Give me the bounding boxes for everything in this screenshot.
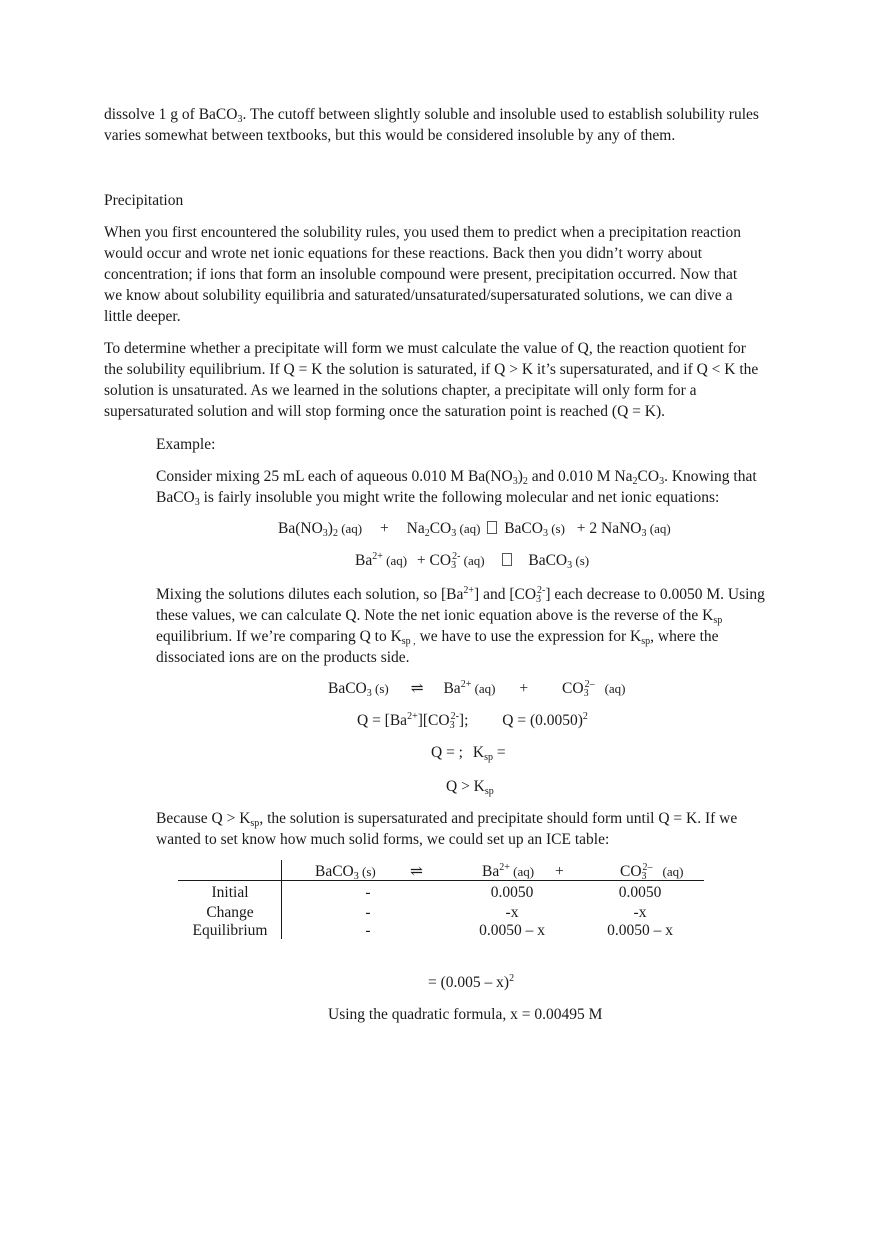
text-fragment: (s) bbox=[358, 864, 376, 879]
text-fragment: (aq) bbox=[382, 553, 408, 568]
text-fragment: Because Q > K bbox=[156, 810, 251, 827]
text-fragment: (s) bbox=[547, 521, 565, 536]
text-fragment: 2 bbox=[632, 476, 638, 487]
ice-header-co3 bbox=[620, 861, 683, 882]
text-fragment: ] and [CO bbox=[474, 586, 537, 603]
example-label: Example: bbox=[156, 436, 216, 453]
text-fragment: and 0.010 M Na bbox=[527, 468, 633, 485]
ice-cell-solid: - bbox=[365, 922, 371, 939]
text-fragment: BaCO bbox=[504, 520, 543, 537]
q-greater-than-ksp bbox=[446, 776, 494, 797]
ice-row-label: Initial bbox=[211, 884, 249, 901]
text-fragment: dissociated ions are on the products side. bbox=[156, 649, 410, 666]
text-fragment: sp bbox=[484, 752, 493, 763]
text-fragment: 2 bbox=[424, 528, 430, 539]
ice-header-ba bbox=[482, 861, 534, 882]
text-fragment: equilibrium. If we’re comparing Q to K bbox=[156, 628, 402, 645]
text-fragment: (aq) bbox=[646, 521, 671, 536]
text-fragment: 3 bbox=[641, 871, 647, 882]
text-fragment: BaCO bbox=[328, 680, 367, 697]
text-fragment: ) bbox=[517, 468, 523, 485]
ice-cell-co3: 0.0050 – x bbox=[607, 922, 673, 939]
text-fragment: 2- bbox=[537, 585, 546, 596]
text-fragment: 3 bbox=[194, 497, 200, 508]
ice-header-solid bbox=[315, 861, 376, 882]
text-fragment: 3 bbox=[659, 476, 665, 487]
text-fragment: 3 bbox=[567, 560, 573, 571]
text-fragment: = bbox=[492, 744, 506, 761]
text-fragment: sp bbox=[484, 786, 494, 797]
text-fragment: CO bbox=[429, 520, 452, 537]
text-fragment: + bbox=[380, 520, 389, 537]
text-fragment: wanted to set know how much solid forms, we could set up an ICE table: bbox=[156, 831, 610, 848]
text-fragment: (aq) bbox=[337, 521, 363, 536]
text-fragment: Ba bbox=[443, 680, 461, 697]
text-fragment: Na bbox=[406, 520, 425, 537]
ice-table-row-divider bbox=[281, 860, 282, 939]
text-fragment: 3 bbox=[322, 528, 328, 539]
text-fragment: (aq) bbox=[662, 864, 684, 879]
text-fragment: , the solution is supersaturated and precipitate should form until Q = K. If we bbox=[259, 810, 738, 827]
text-fragment: 2+ bbox=[499, 862, 510, 873]
equilibrium-arrow-icon: ⇌ bbox=[410, 680, 424, 697]
equilibrium-arrow-icon: ⇌ bbox=[410, 863, 423, 880]
ice-cell-ba: 0.0050 bbox=[490, 884, 534, 901]
paragraph-reaction-quotient: To determine whether a precipitate will form we must calculate the value of Q, the reaction quotient for the solubility equilibrium. If Q = K the solution is saturated, if Q > K it’s supersaturated, and if Q < K the solution is unsaturated. As we learned in the solutions chapter, a precipitate will only form for a supersaturated solution and will stop forming once the saturation point is reached (Q = K). bbox=[104, 340, 759, 420]
intro-paragraph: dissolve 1 g of BaCO$_3$. The cutoff between slightly soluble and insoluble used to establish solubility rules varies somewhat between textbooks, but this would be considered insoluble by any of them. bbox=[104, 106, 759, 144]
text-fragment: ) bbox=[327, 520, 333, 537]
ice-cell-co3: 0.0050 bbox=[618, 884, 662, 901]
ice-row-label: Change bbox=[206, 904, 254, 921]
text-fragment: Ba bbox=[355, 552, 373, 569]
text-fragment: 2- bbox=[450, 711, 459, 722]
final-expression bbox=[428, 972, 514, 993]
text-fragment: 3 bbox=[451, 560, 457, 571]
text-fragment: (aq) bbox=[604, 681, 626, 696]
text-fragment: (s) bbox=[572, 553, 590, 568]
text-fragment: 3 bbox=[449, 720, 455, 731]
ice-cell-solid: - bbox=[365, 904, 371, 921]
text-fragment: 2+ bbox=[463, 585, 475, 596]
text-fragment: Mixing the solutions dilutes each solution, so [Ba bbox=[156, 586, 464, 603]
q-ksp-values bbox=[431, 742, 506, 763]
example-mixing-paragraph bbox=[156, 466, 786, 508]
text-fragment: (aq) bbox=[460, 553, 485, 568]
molecular-equation bbox=[278, 518, 671, 539]
text-fragment: 2 bbox=[509, 973, 515, 984]
supersaturated-paragraph bbox=[156, 808, 786, 850]
text-fragment: 3 bbox=[542, 528, 548, 539]
text-fragment: (aq) bbox=[456, 521, 481, 536]
text-fragment: 3 bbox=[366, 688, 372, 699]
text-fragment: 2 bbox=[522, 476, 528, 487]
text-fragment: 3 bbox=[641, 528, 647, 539]
text-fragment: Ba(NO bbox=[278, 520, 323, 537]
text-fragment: + 2 NaNO bbox=[576, 520, 642, 537]
text-fragment: ][CO bbox=[417, 712, 450, 729]
text-fragment: Consider mixing 25 mL each of aqueous 0.010 M Ba(NO bbox=[156, 468, 513, 485]
text-fragment: Q > K bbox=[446, 778, 485, 795]
text-fragment: 2 bbox=[582, 711, 588, 722]
reaction-arrow-icon bbox=[502, 553, 512, 566]
quadratic-result: Using the quadratic formula, x = 0.00495 M bbox=[328, 1006, 603, 1023]
text-fragment: 3 bbox=[353, 871, 359, 882]
text-fragment: K bbox=[472, 744, 485, 761]
text-fragment: 2– bbox=[642, 862, 653, 873]
text-fragment: 3 bbox=[583, 688, 589, 699]
text-fragment: ]; bbox=[458, 712, 469, 729]
text-fragment: Q = (0.0050) bbox=[502, 712, 583, 729]
text-fragment: 2+ bbox=[460, 679, 472, 690]
paragraph-solubility-rules: When you first encountered the solubility rules, you used them to predict when a precipitation reaction would occur and wrote net ionic equations for these reactions. Back then you didn’t worry about concentration; if ions that form an insoluble compound were present, precipitation occurred. Now that we know about solubility equilibria and saturated/unsaturated/supersaturated solutions, we can dive a little deeper. bbox=[104, 224, 742, 325]
text-fragment: 2– bbox=[584, 679, 595, 690]
section-heading: Precipitation bbox=[104, 192, 184, 209]
ice-cell-ba: 0.0050 – x bbox=[479, 922, 545, 939]
text-fragment: ] each decrease to 0.0050 M. Using bbox=[545, 586, 765, 603]
ice-cell-co3: -x bbox=[633, 904, 647, 921]
text-fragment: + CO bbox=[416, 552, 452, 569]
reaction-arrow-icon bbox=[487, 521, 497, 534]
text-fragment: we have to use the expression for K bbox=[415, 628, 642, 645]
text-fragment: these values, we can calculate Q. Note the net ionic equation above is the reverse of the K bbox=[156, 607, 714, 624]
text-fragment: sp bbox=[250, 818, 260, 829]
dilution-paragraph bbox=[156, 584, 786, 668]
text-fragment: is fairly insoluble you might write the following molecular and net ionic equations: bbox=[199, 489, 720, 506]
text-fragment: Q = ; bbox=[431, 744, 463, 761]
text-fragment: , where the bbox=[650, 628, 719, 645]
q-expression bbox=[357, 710, 588, 731]
text-fragment: 2 bbox=[332, 528, 338, 539]
text-fragment: + bbox=[519, 680, 529, 697]
ice-cell-solid: - bbox=[365, 884, 371, 901]
ice-header-plus: + bbox=[555, 863, 564, 880]
text-fragment: (aq) bbox=[509, 864, 535, 879]
text-fragment: BaCO bbox=[528, 552, 568, 569]
text-fragment: Ba bbox=[482, 863, 500, 880]
text-fragment: . Knowing that bbox=[664, 468, 757, 485]
text-fragment: 2+ bbox=[372, 551, 383, 562]
text-fragment: CO bbox=[562, 680, 584, 697]
ice-row-label: Equilibrium bbox=[192, 922, 268, 939]
text-fragment: BaCO bbox=[156, 489, 195, 506]
text-fragment: Q = [Ba bbox=[357, 712, 408, 729]
text-fragment: (aq) bbox=[471, 681, 496, 696]
text-fragment: 3 bbox=[451, 528, 457, 539]
text-fragment: sp , bbox=[401, 636, 416, 647]
text-fragment: 2+ bbox=[407, 711, 418, 722]
text-fragment: 2- bbox=[452, 551, 461, 562]
text-fragment: CO bbox=[620, 863, 642, 880]
text-fragment: CO bbox=[637, 468, 660, 485]
text-fragment: = (0.005 – x) bbox=[428, 974, 510, 991]
net-ionic-equation bbox=[355, 550, 589, 571]
ksp-equilibrium-equation bbox=[328, 678, 626, 699]
text-fragment: sp bbox=[713, 615, 723, 626]
text-fragment: sp bbox=[641, 636, 651, 647]
ice-cell-ba: -x bbox=[505, 904, 519, 921]
text-fragment: (s) bbox=[371, 681, 389, 696]
text-fragment: 3 bbox=[512, 476, 518, 487]
text-fragment: 3 bbox=[536, 594, 542, 605]
text-fragment: BaCO bbox=[315, 863, 354, 880]
